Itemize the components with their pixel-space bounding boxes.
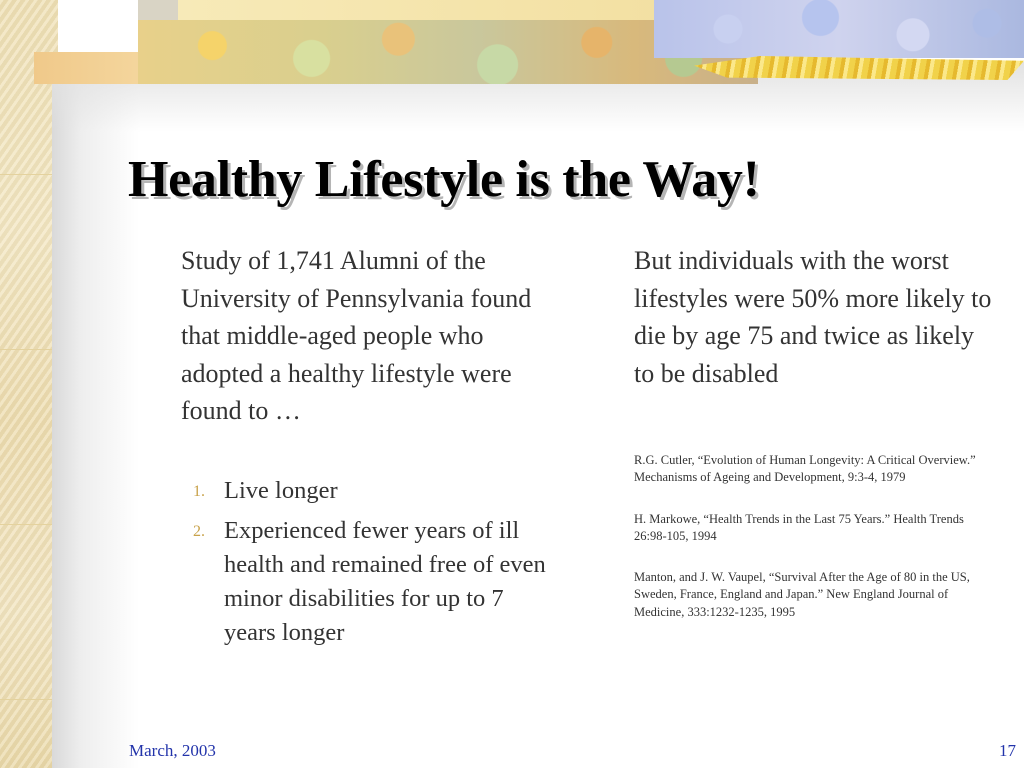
left-column-text: Study of 1,741 Alumni of the University of Pennsylvania found that middle-aged people who adopted a healthy lifestyle were found to …: [181, 246, 532, 425]
references-list: [634, 452, 984, 645]
list-number: 1.: [193, 483, 205, 500]
banner-cream-block: [178, 0, 714, 22]
texture-tile: [0, 350, 58, 525]
reference-item: Manton, and J. W. Vaupel, “Survival After the Age of 80 in the US, Sweden, France, England and Japan.” New England Journal of Medicine, 333:1232-1235, 1995: [634, 570, 970, 619]
reference-item: H. Markowe, “Health Trends in the Last 75 Years.” Health Trends 26:98-105, 1994: [634, 511, 964, 543]
list-item: [193, 474, 553, 508]
outcomes-list: [193, 474, 553, 656]
slide-number: 17: [999, 741, 1016, 760]
blue-pattern-image: [654, 0, 1024, 58]
slide-title: Healthy Lifestyle is the Way!: [128, 151, 760, 208]
list-item-text: Experienced fewer years of ill health and remained free of even minor disabilities for up to 7 years longer: [224, 517, 546, 646]
list-number: 2.: [193, 523, 205, 540]
right-column-text: But individuals with the worst lifestyles were 50% more likely to die by age 75 and twice as likely to be disabled: [634, 246, 992, 388]
reference-item: R.G. Cutler, “Evolution of Human Longevity: A Critical Overview.” Mechanisms of Ageing and Development, 9:3-4, 1979: [634, 453, 976, 485]
decorative-banner: [34, 0, 1024, 88]
list-item-text: Live longer: [224, 477, 338, 504]
texture-tile: [0, 175, 58, 350]
footer-date: March, 2003: [129, 741, 216, 760]
left-texture-strip: [0, 0, 58, 768]
gold-ribbon-image: [694, 56, 1024, 80]
banner-grey-block: [138, 0, 178, 22]
list-item: [193, 514, 553, 650]
texture-tile: [0, 525, 58, 700]
